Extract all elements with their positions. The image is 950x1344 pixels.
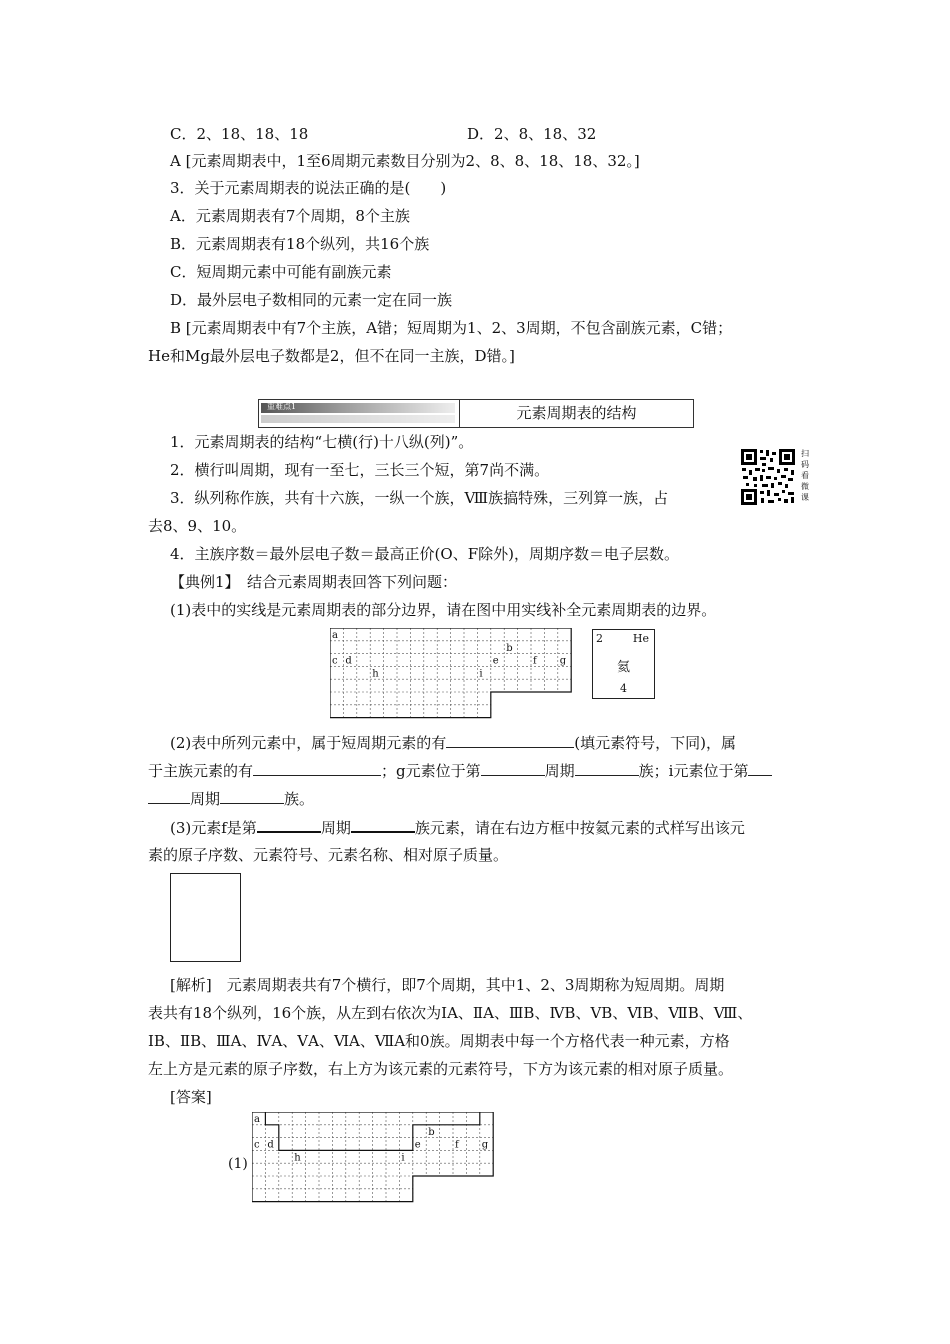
point-3: 3．纵列称作族，共有十六族，一纵一个族，Ⅷ族搞特殊，三列算一族，占 [170, 489, 669, 507]
q2-text-f: 族；i元素位于第 [638, 762, 749, 780]
example-q1: (1)表中的实线是元素周期表的部分边界，请在图中用实线补全元素周期表的边界。 [170, 601, 717, 619]
helium-name: 氦 [616, 660, 630, 675]
q3-option-c: C．短周期元素中可能有副族元素 [170, 263, 392, 281]
q2-text-e: 周期 [544, 762, 575, 780]
point-3-cont: 去8、9、10。 [148, 517, 247, 535]
helium-mass: 4 [620, 682, 627, 695]
blank-i-period-a[interactable] [748, 761, 772, 776]
answer-box-empty[interactable] [170, 873, 241, 962]
q3-option-a: A．元素周期表有7个周期，8个主族 [170, 207, 410, 225]
answer-3-line2: He和Mg最外层电子数都是2，但不在同一主族，D错。] [148, 347, 515, 365]
periodic-table-sketch [330, 628, 575, 720]
table-letter-g: g [481, 1139, 489, 1151]
helium-symbol: He [632, 632, 649, 645]
table-letter-a: a [254, 1114, 260, 1125]
example-q3-line2: 素的原子序数、元素符号、元素名称、相对原子质量。 [148, 846, 509, 864]
table-letter-h: h [294, 1152, 301, 1164]
answer-2: A [元素周期表中，1至6周期元素数目分别为2、8、8、18、18、32。] [170, 152, 640, 170]
q2-text-d: ；g元素位于第 [381, 762, 481, 780]
section-tag-label: 重难点1 [267, 402, 297, 411]
q3-option-d: D．最外层电子数相同的元素一定在同一族 [170, 291, 453, 309]
example-q2-line2 [148, 761, 772, 781]
point-2: 2．横行叫周期，现有一至七，三长三个短，第7尚不满。 [170, 461, 550, 479]
analysis-line3: ⅠB、ⅡB、ⅢA、ⅣA、ⅤA、ⅥA、ⅦA和0族。周期表中每一个方格代表一种元素，方格 [148, 1032, 730, 1050]
table-letter-d: d [345, 655, 352, 667]
example-q3-line1 [170, 817, 745, 838]
question-3: 3．关于元素周期表的说法正确的是( ) [170, 179, 447, 197]
table-letter-h: h [372, 668, 379, 680]
qr-caption: 扫码看微课 [801, 449, 809, 502]
table-letter-e: e [414, 1139, 421, 1151]
analysis-line1: [解析] 元素周期表共有7个横行，即7个周期，其中1、2、3周期称为短周期。周期 [170, 976, 725, 994]
blank-short-period[interactable] [446, 733, 574, 748]
section-title: 元素周期表的结构 [516, 404, 637, 422]
q3-text-c: 族元素，请在右边方框中按氦元素的式样写出该元 [414, 819, 745, 837]
blank-i-group[interactable] [220, 789, 284, 804]
section-header [258, 399, 694, 428]
example-q2-line3 [148, 789, 314, 809]
qr-code-icon [740, 448, 796, 506]
table-letter-c: c [254, 1139, 260, 1151]
q3-text-a: (3)元素f是第 [170, 819, 257, 837]
table-letter-g: g [559, 655, 567, 667]
answer-heading: [答案] [170, 1088, 212, 1106]
blank-f-period[interactable] [257, 817, 321, 833]
q3-text-b: 周期 [320, 819, 351, 837]
blank-g-period[interactable] [481, 761, 545, 776]
table-letter-b: b [506, 642, 513, 654]
example-q2-line1 [170, 733, 736, 753]
helium-sample-box [592, 629, 655, 699]
point-1: 1．元素周期表的结构“七横(行)十八纵(列)”。 [170, 433, 474, 451]
q2-text-g: 周期 [190, 790, 221, 808]
table-letter-i: i [479, 668, 483, 680]
q2-text-c: 于主族元素的有 [148, 762, 254, 780]
section-tag [259, 400, 460, 427]
answer-3-line1: B [元素周期表中有7个主族，A错；短周期为1、2、3周期，不包含副族元素，C错； [170, 319, 733, 337]
table-letter-f: f [455, 1139, 459, 1151]
table-letter-a: a [332, 630, 338, 641]
option-c: C．2、18、18、18 [170, 125, 309, 143]
table-letter-c: c [332, 655, 338, 667]
q2-text-b: (填元素符号，下同)，属 [574, 734, 736, 752]
option-d: D．2、8、18、32 [467, 125, 597, 143]
table-letter-i: i [401, 1152, 405, 1164]
table-letter-b: b [428, 1126, 435, 1138]
analysis-line4: 左上方是元素的原子序数，右上方为该元素的元素符号，下方为该元素的相对原子质量。 [148, 1060, 734, 1078]
point-4: 4．主族序数＝最外层电子数＝最高正价(O、F除外)，周期序数＝电子层数。 [170, 545, 679, 563]
blank-main-group[interactable] [253, 761, 381, 776]
q2-text-h: 族。 [284, 790, 315, 808]
example-heading: 【典例1】 结合元素周期表回答下列问题： [170, 573, 458, 591]
periodic-table-answer [252, 1112, 497, 1204]
blank-g-group[interactable] [575, 761, 639, 776]
helium-atomic-number: 2 [596, 632, 603, 645]
blank-i-period-b[interactable] [148, 789, 190, 804]
analysis-line2: 表共有18个纵列，16个族，从左到右依次为ⅠA、ⅡA、ⅢB、ⅣB、ⅤB、ⅥB、ⅦB、Ⅷ、 [148, 1004, 753, 1022]
q2-text-a: (2)表中所列元素中，属于短周期元素的有 [170, 734, 447, 752]
q3-option-b: B．元素周期表有18个纵列，共16个族 [170, 235, 430, 253]
answer-1-label: (1) [228, 1156, 248, 1172]
blank-f-group[interactable] [351, 817, 415, 833]
table-letter-e: e [492, 655, 499, 667]
table-letter-d: d [267, 1139, 274, 1151]
table-letter-f: f [533, 655, 537, 667]
